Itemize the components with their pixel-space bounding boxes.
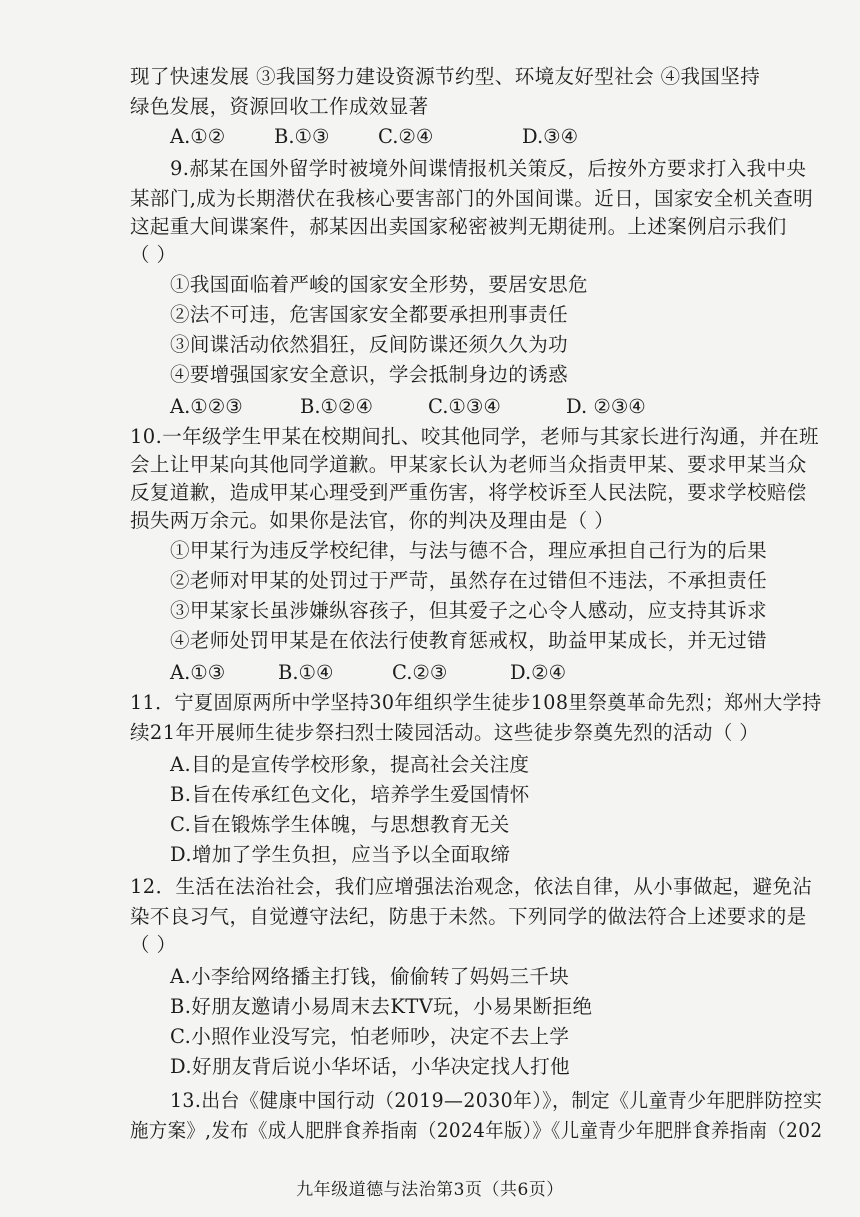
q10-options	[170, 660, 770, 686]
q9-answer-bracket: （ ）	[130, 243, 177, 266]
q8-option-d: D.③④	[522, 125, 579, 148]
q9-option-a: A.①②③	[170, 395, 243, 418]
q10-stem-line-3: 反复道歉，造成甲某心理受到严重伤害，将学校诉至人民法院，要求学校赔偿	[130, 481, 807, 504]
q9-stem-line-3: 这起重大间谍案件，郝某因出卖国家秘密被判无期徒刑。上述案例启示我们	[130, 215, 787, 238]
q12-answer-bracket: （ ）	[130, 933, 177, 956]
q12-choice-a: A.小李给网络播主打钱，偷偷转了妈妈三千块	[170, 965, 570, 988]
q11-choice-b: B.旨在传承红色文化，培养学生爱国情怀	[170, 783, 530, 806]
q8-option-a: A.①②	[170, 125, 226, 148]
q9-statement-2: ②法不可违，危害国家安全都要承担刑事责任	[170, 303, 569, 326]
q9-stem-line-1: 9.郝某在国外留学时被境外间谍情报机关策反，后按外方要求打入我中央	[170, 157, 807, 180]
q13-stem-line-1: 13.出台《健康中国行动（2019—2030年）》，制定《儿童青少年肥胖防控实	[170, 1089, 823, 1112]
q10-option-c: C.②③	[392, 661, 448, 684]
q9-stem-line-2: 某部门,成为长期潜伏在我核心要害部门的外国间谍。近日，国家安全机关查明	[130, 187, 814, 210]
q9-option-c: C.①③④	[428, 395, 501, 418]
q10-stem-line-4: 损失两万余元。如果你是法官，你的判决及理由是（ ）	[130, 509, 615, 532]
q12-stem-line-1: 12．生活在法治社会，我们应增强法治观念，依法自律，从小事做起，避免沾	[130, 875, 813, 898]
q9-statement-3: ③间谍活动依然猖狂，反间防谍还须久久为功	[170, 333, 569, 356]
page-footer: 九年级道德与法治第3页（共6页）	[296, 1180, 564, 1200]
q11-choice-c: C.旨在锻炼学生体魄，与思想教育无关	[170, 813, 510, 836]
q8-text-line-1: 现了快速发展 ③我国努力建设资源节约型、环境友好型社会 ④我国坚持	[130, 65, 761, 88]
q9-statement-4: ④要增强国家安全意识，学会抵制身边的诱惑	[170, 363, 569, 386]
q10-statement-2: ②老师对甲某的处罚过于严苛，虽然存在过错但不违法，不承担责任	[170, 569, 768, 592]
q10-option-d: D.②④	[510, 661, 567, 684]
q9-option-d: D. ②③④	[566, 395, 646, 418]
q8-text-line-2: 绿色发展，资源回收工作成效显著	[130, 95, 429, 118]
q9-options	[170, 394, 770, 420]
q12-choice-b: B.好朋友邀请小易周末去KTV玩，小易果断拒绝	[170, 995, 593, 1018]
q10-statement-1: ①甲某行为违反学校纪律，与法与德不合，理应承担自己行为的后果	[170, 539, 768, 562]
q9-statement-1: ①我国面临着严峻的国家安全形势，要居安思危	[170, 273, 588, 296]
q12-choice-c: C.小照作业没写完，怕老师吵，决定不去上学	[170, 1025, 570, 1048]
q10-option-a: A.①③	[170, 661, 226, 684]
q10-statement-4: ④老师处罚甲某是在依法行使教育惩戒权，助益甲某成长，并无过错	[170, 629, 768, 652]
q9-option-b: B.①②④	[300, 395, 373, 418]
q12-choice-d: D.好朋友背后说小华坏话，小华决定找人打他	[170, 1055, 571, 1078]
q11-stem-line-1: 11．宁夏固原两所中学坚持30年组织学生徒步108里祭奠革命先烈；郑州大学持	[130, 691, 822, 714]
q12-stem-line-2: 染不良习气，自觉遵守法纪，防患于未然。下列同学的做法符合上述要求的是	[130, 905, 807, 928]
q11-choice-a: A.目的是宣传学校形象，提高社会关注度	[170, 753, 530, 776]
q13-stem-line-2: 施方案》,发布《成人肥胖食养指南（2024年版）》《儿童青少年肥胖食养指南（202	[130, 1119, 823, 1142]
q11-stem-line-2: 续21年开展师生徒步祭扫烈士陵园活动。这些徒步祭奠先烈的活动（ ）	[130, 721, 760, 744]
q8-option-c: C.②④	[378, 125, 434, 148]
q8-option-b: B.①③	[274, 125, 330, 148]
q10-statement-3: ③甲某家长虽涉嫌纵容孩子，但其爱子之心令人感动，应支持其诉求	[170, 599, 768, 622]
q10-stem-line-2: 会上让甲某向其他同学道歉。甲某家长认为老师当众指责甲某、要求甲某当众	[130, 453, 807, 476]
q11-choice-d: D.增加了学生负担，应当予以全面取缔	[170, 843, 511, 866]
q10-stem-line-1: 10.一年级学生甲某在校期间扎、咬其他同学，老师与其家长进行沟通，并在班	[130, 425, 819, 448]
q10-option-b: B.①④	[278, 661, 334, 684]
q8-options	[170, 124, 770, 150]
